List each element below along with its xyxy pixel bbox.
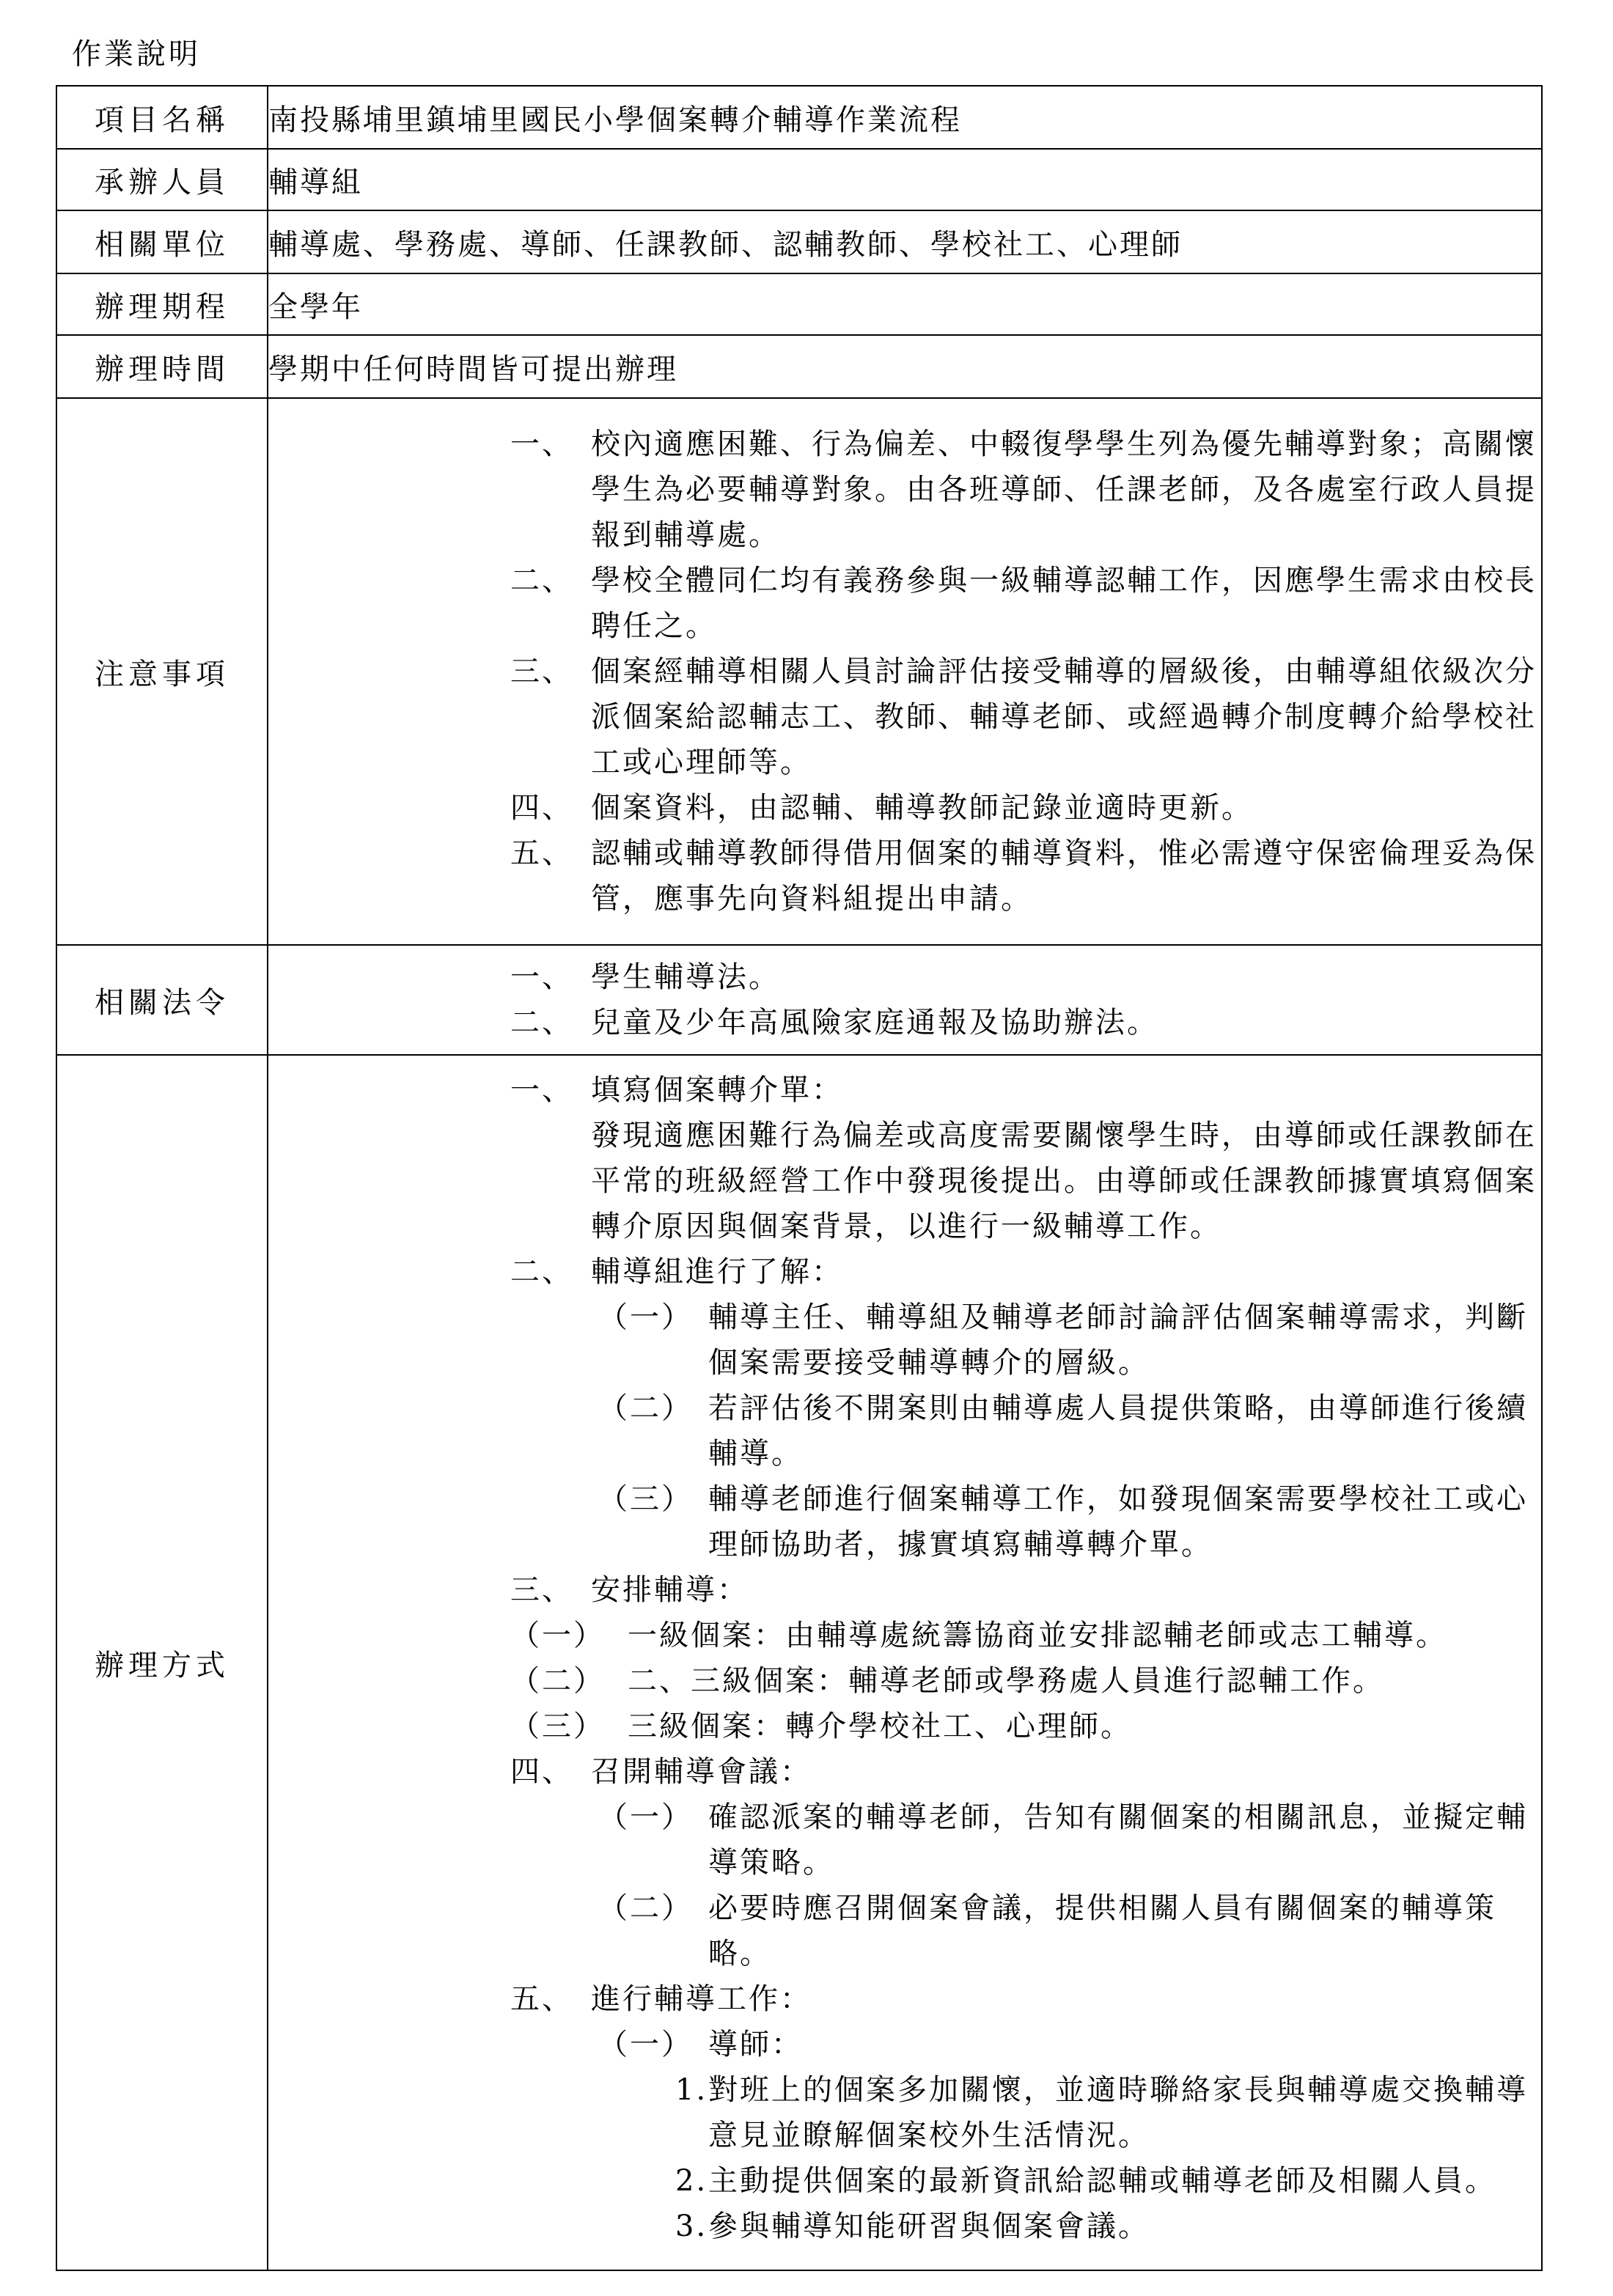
list-item: （一） 輔導主任、輔導組及輔導老師討論評估個案輔導需求，判斷個案需要接受輔導轉介的層級。 [598,1300,1528,1380]
row-notes [56,398,1542,945]
list-item: 一、 學生輔導法。 [510,960,780,994]
label-handling-time: 辦理時間 [56,335,268,398]
list-item: 四、 個案資料，由認輔、輔導教師記錄並適時更新。 [510,791,1253,825]
list-item: 二、 學校全體同仁均有義務參與一級輔導認輔工作，因應學生需求由校長聘任之。 [510,564,1537,643]
label-schedule: 辦理期程 [56,273,268,335]
notes-list [268,398,1542,945]
label-project-name: 項目名稱 [56,86,268,149]
label-related-laws: 相關法令 [56,945,268,1055]
value-contact-person: 輔導組 [268,149,1542,210]
list-item: 3. 參與輔導知能研習與個案會議。 [675,2209,1150,2243]
operation-spec-table [56,85,1543,2271]
row-methods [56,1055,1542,2270]
row-related-laws [56,945,1542,1055]
label-related-units: 相關單位 [56,210,268,273]
row-schedule [56,273,1542,335]
row-related-units [56,210,1542,273]
label-methods: 辦理方式 [56,1055,268,2270]
list-item: 三、 個案經輔導相關人員討論評估接受輔導的層級後，由輔導組依級次分派個案給認輔志工、教師、輔導老師、或經過轉介制度轉介給學校社工或心理師等。 [510,655,1537,779]
document-heading: 作業說明 [72,37,201,71]
list-item: （二） 若評估後不開案則由輔導處人員提供策略，由導師進行後續輔導。 [598,1391,1528,1471]
list-item: 五、 進行輔導工作： [510,1982,812,2016]
list-item: 四、 召開輔導會議： [510,1755,812,1789]
list-item: 1. 對班上的個案多加關懷，並適時聯絡家長與輔導處交換輔導意見並瞭解個案校外生活情況。 [675,2073,1528,2152]
list-item: （一） 導師： [598,2028,803,2061]
row-handling-time [56,335,1542,398]
label-contact-person: 承辦人員 [56,149,268,210]
list-item: 一、 填寫個案轉介單： [510,1073,843,1107]
value-related-units: 輔導處、學務處、導師、任課教師、認輔教師、學校社工、心理師 [268,210,1542,273]
list-item: （三） 輔導老師進行個案輔導工作，如發現個案需要學校社工或心理師協助者，據實填寫輔導轉介單。 [598,1482,1528,1561]
list-item: 二、 兒童及少年高風險家庭通報及協助辦法。 [510,1006,1158,1040]
list-item: （二） 二、三級個案：輔導老師或學務處人員進行認輔工作。 [510,1664,1384,1698]
value-schedule: 全學年 [268,273,1542,335]
list-item: （二） 必要時應召開個案會議，提供相關人員有關個案的輔導策略。 [598,1891,1496,1971]
value-project-name: 南投縣埔里鎮埔里國民小學個案轉介輔導作業流程 [268,86,1542,149]
list-item: 發現適應困難行為偏差或高度需要關懷學生時，由導師或任課教師在平常的班級經營工作中發現後提出。由導師或任課教師據實填寫個案轉介原因與個案背景，以進行一級輔導工作。 [591,1119,1537,1243]
row-contact-person [56,149,1542,210]
methods-list [268,1055,1542,2270]
label-notes: 注意事項 [56,398,268,945]
list-item: （三） 三級個案：轉介學校社工、心理師。 [510,1710,1132,1743]
list-item: 二、 輔導組進行了解： [510,1255,843,1289]
list-item: 五、 認輔或輔導教師得借用個案的輔導資料，惟必需遵守保密倫理妥為保管，應事先向資料組提出申請。 [510,836,1537,916]
row-project-name [56,86,1542,149]
list-item: 一、 校內適應困難、行為偏差、中輟復學學生列為優先輔導對象；高關懷學生為必要輔導對象。由各班導師、任課老師，及各處室行政人員提報到輔導處。 [510,427,1537,552]
list-item: （一） 一級個案：由輔導處統籌協商並安排認輔老師或志工輔導。 [510,1619,1447,1652]
laws-list [268,945,1542,1055]
list-item: （一） 確認派案的輔導老師，告知有關個案的相關訊息，並擬定輔導策略。 [598,1800,1528,1880]
value-handling-time: 學期中任何時間皆可提出辦理 [268,335,1542,398]
list-item: 三、 安排輔導： [510,1573,749,1607]
list-item: 2. 主動提供個案的最新資訊給認輔或輔導老師及相關人員。 [675,2164,1496,2198]
